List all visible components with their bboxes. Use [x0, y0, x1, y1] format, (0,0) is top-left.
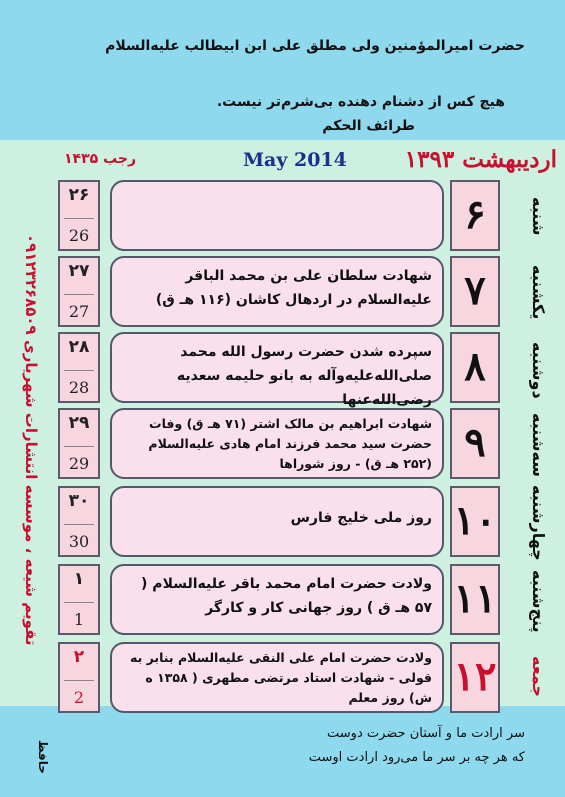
day-row: [58, 332, 498, 408]
day-row: [58, 408, 498, 479]
hijri-day: ۲۹: [68, 413, 90, 433]
persian-day: ۷: [450, 256, 500, 327]
gregorian-month: May 2014: [243, 149, 347, 171]
secondary-dates: [58, 332, 100, 403]
gregorian-day: 27: [68, 302, 90, 321]
quote-text: هیچ کس از دشنام دهنده بی‌شرم‌تر نیست.: [216, 94, 505, 110]
month-header: [0, 146, 565, 172]
event-box: [110, 180, 444, 251]
hijri-day: ۱: [73, 569, 85, 589]
weekday-label: چهارشنبه: [529, 485, 548, 561]
divider: [64, 218, 94, 219]
secondary-dates: [58, 564, 100, 635]
event-box: شهادت ابراهیم بن مالک اشتر (۷۱ هـ ق) وفات حضرت سید محمد فرزند امام هادی علیه‌السلام (۲۵۲ هـ ق) - روز شوراها: [110, 408, 444, 479]
hijri-day: ۳۰: [68, 491, 90, 511]
divider: [64, 602, 94, 603]
hijri-day: ۲۶: [68, 185, 90, 205]
hijri-day: ۲۸: [68, 337, 90, 357]
hijri-month: ۱۴۳۵ رجب: [64, 151, 137, 167]
divider: [64, 446, 94, 447]
secondary-dates: [58, 180, 100, 251]
hijri-day: ۲: [73, 647, 85, 667]
day-row: [58, 256, 498, 327]
persian-month: اردیبهشت ۱۳۹۳: [404, 146, 557, 173]
day-row: [58, 180, 498, 251]
divider: [64, 294, 94, 295]
weekday-label: دوشنبه: [529, 341, 548, 399]
secondary-dates: [58, 408, 100, 479]
persian-day: ۶: [450, 180, 500, 251]
event-box: روز ملی خلیج فارس: [110, 486, 444, 557]
divider: [64, 680, 94, 681]
day-row: [58, 486, 498, 557]
gregorian-day: 2: [73, 688, 85, 707]
weekday-label: پنج‌شنبه: [529, 569, 548, 633]
day-row: [58, 642, 498, 713]
divider: [64, 524, 94, 525]
persian-day: ۹: [450, 408, 500, 479]
persian-day: ۱۱: [450, 564, 500, 635]
gregorian-day: 28: [68, 378, 90, 397]
secondary-dates: [58, 486, 100, 557]
weekday-label: شنبه: [529, 196, 548, 236]
day-row: [58, 564, 498, 635]
poet-name: حافظ: [36, 740, 50, 774]
secondary-dates: [58, 256, 100, 327]
divider: [64, 370, 94, 371]
poem-line-1: سر ارادت ما و آستان حضرت دوست: [327, 726, 525, 741]
persian-day: ۱۰: [450, 486, 500, 557]
persian-day: ۱۲: [450, 642, 500, 713]
hijri-day: ۲۷: [68, 261, 90, 281]
event-box: سپرده شدن حضرت رسول الله محمد صلی‌الله‌علیه‌وآله به بانو حلیمه سعدیه رضی‌الله‌عنها: [110, 332, 444, 403]
publisher-text: تقویم شیعه ، موسسه انتشارات شهریاری ۰۹۱۲۳۲۶۸۵۰۹: [22, 234, 40, 646]
secondary-dates: [58, 642, 100, 713]
quote-source: طرائف الحکم: [322, 118, 415, 134]
quote-attribution: حضرت امیرالمؤمنین ولی مطلق علی ابن ابیطالب علیه‌السلام: [105, 38, 525, 54]
weekday-label: سه‌شنبه: [529, 413, 548, 477]
event-box: ولادت حضرت امام علی النقی علیه‌السلام بنابر به قولی - شهادت استاد مرتضی مطهری ( ۱۳۵۸ ه ش) روز معلم: [110, 642, 444, 713]
gregorian-day: 29: [68, 454, 90, 473]
gregorian-day: 26: [68, 226, 90, 245]
persian-day: ۸: [450, 332, 500, 403]
gregorian-day: 1: [73, 610, 85, 629]
event-box: شهادت سلطان علی بن محمد الباقر علیه‌السلام در اردهال کاشان (۱۱۶ هـ ق): [110, 256, 444, 327]
event-box: ولادت حضرت امام محمد باقر علیه‌السلام ( ۵۷ هـ ق ) روز جهانی کار و کارگر: [110, 564, 444, 635]
gregorian-day: 30: [68, 532, 90, 551]
poem-line-2: که هر چه بر سر ما می‌رود ارادت اوست: [308, 750, 525, 765]
weekday-label: یکشنبه: [529, 264, 548, 320]
weekday-label: جمعه: [529, 655, 548, 697]
